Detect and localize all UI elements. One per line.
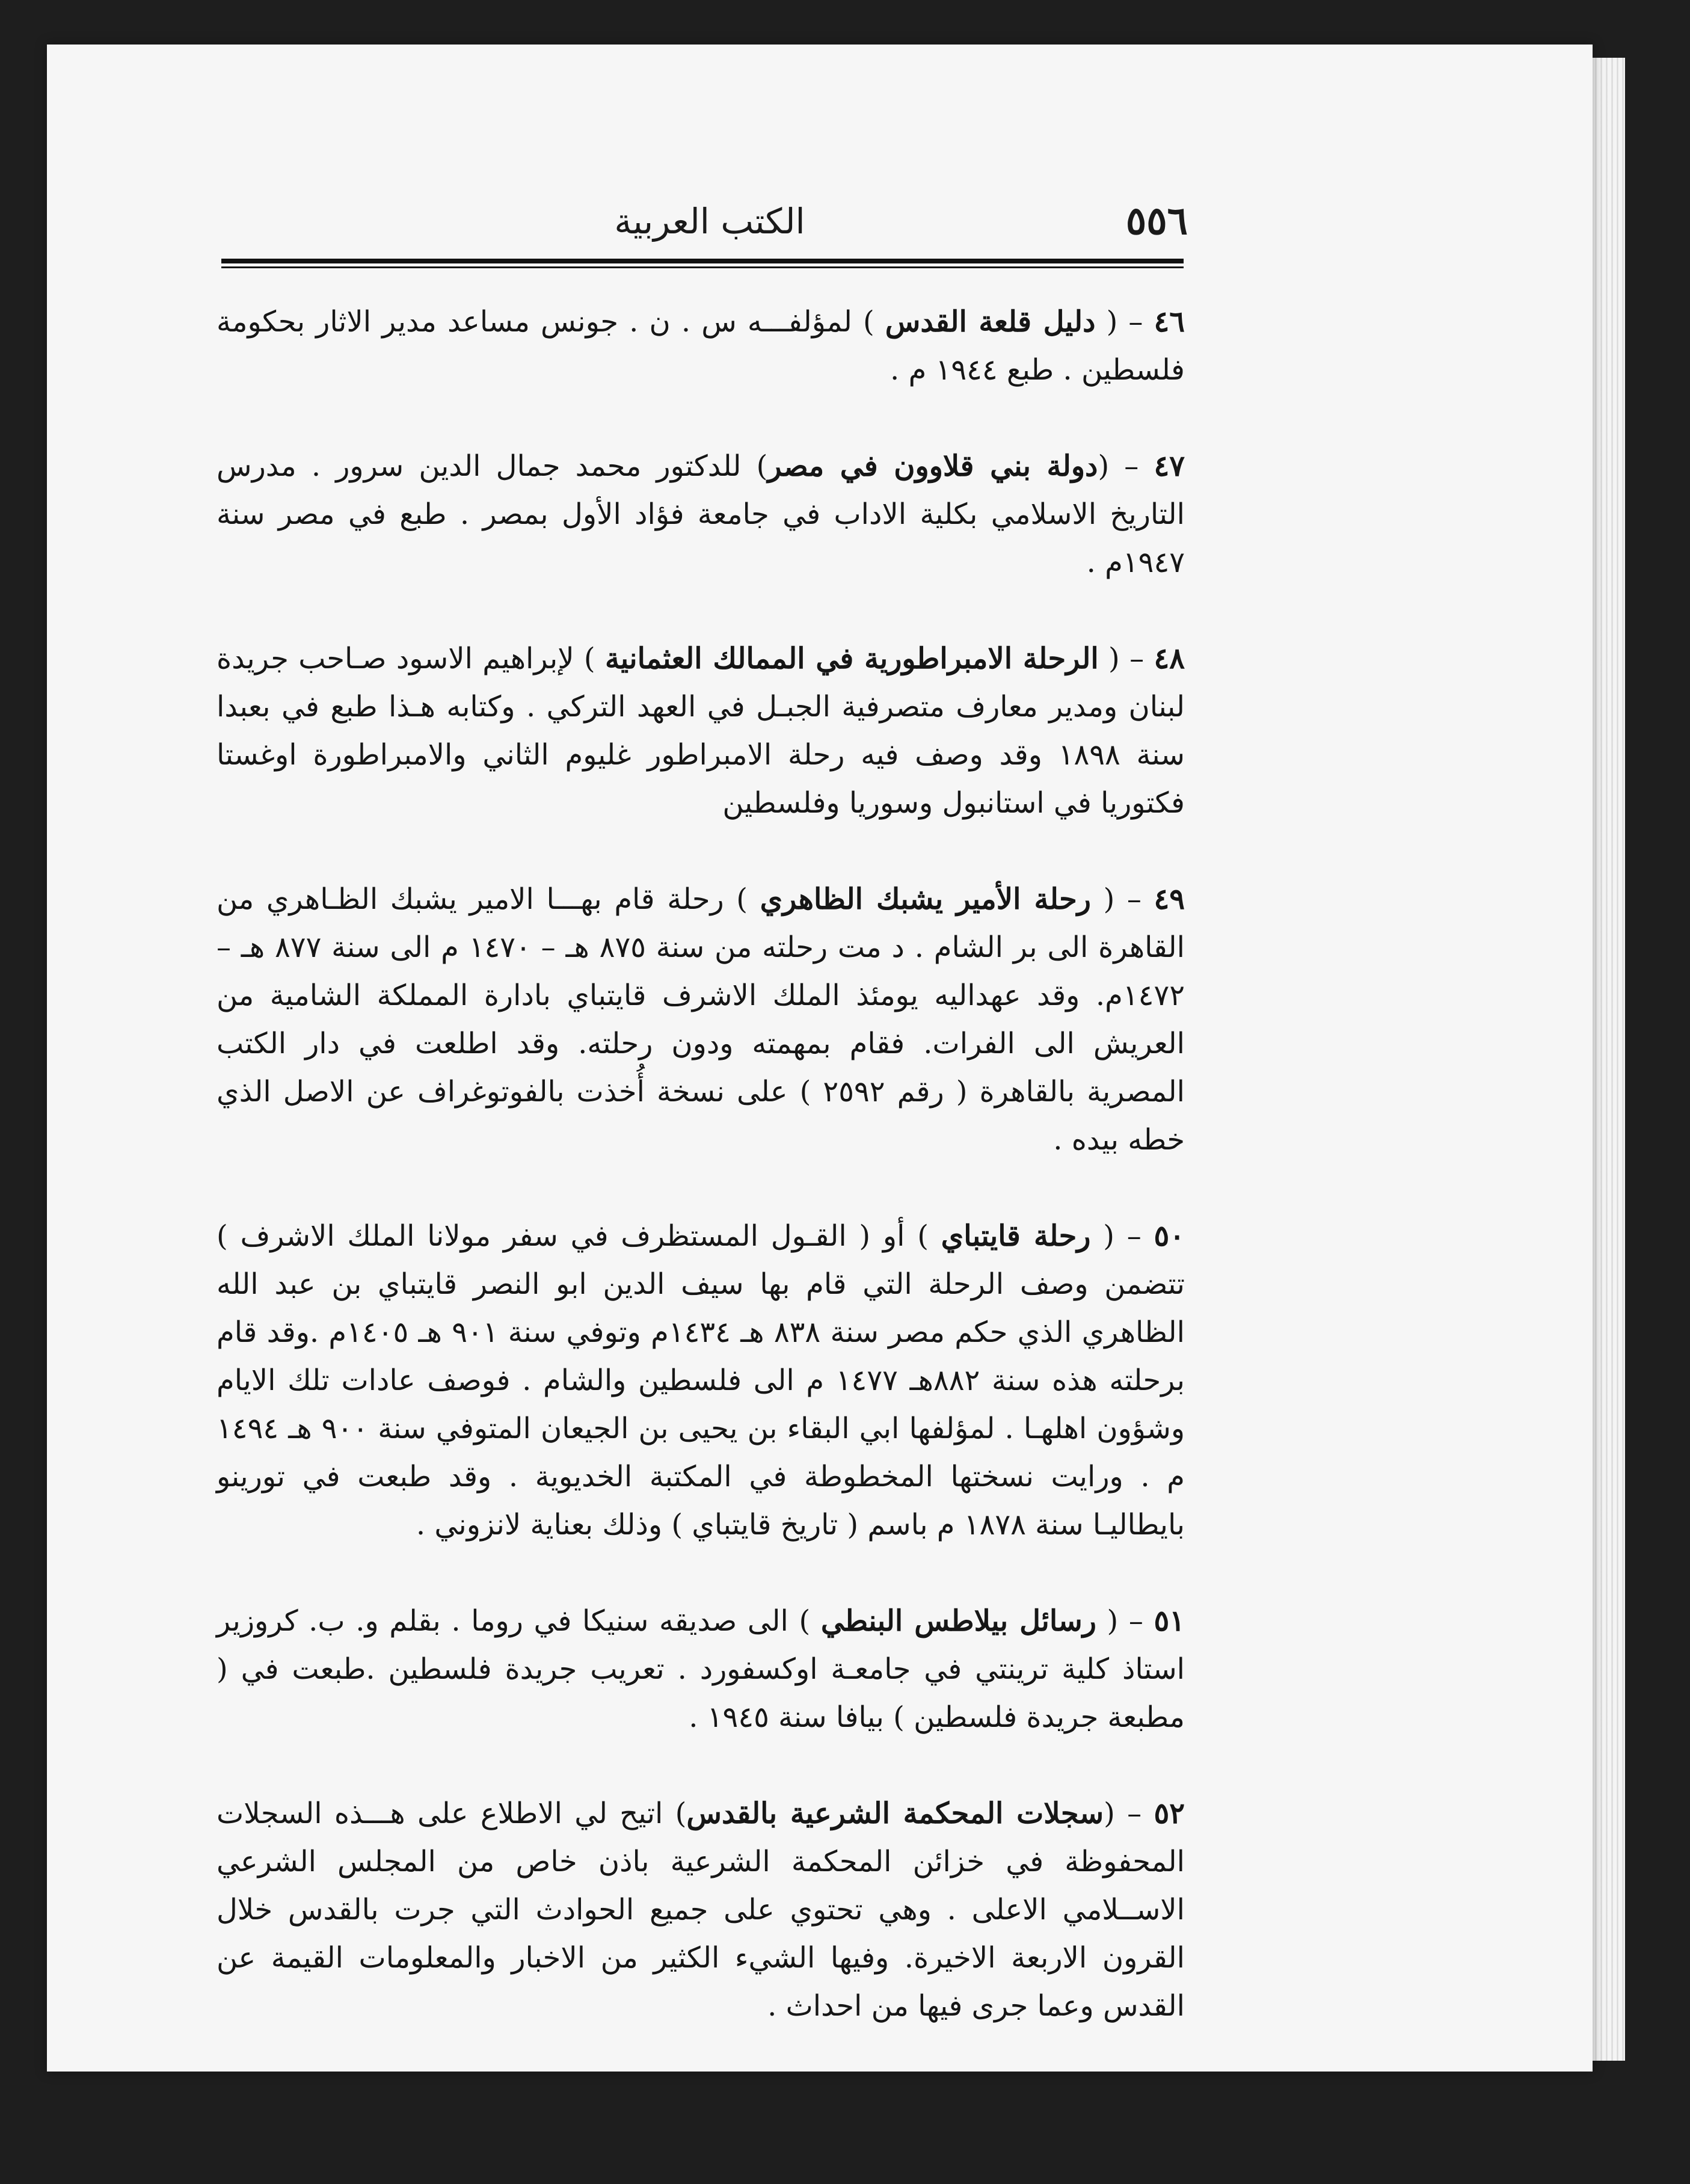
entry-dash: –	[1109, 449, 1154, 483]
entry-close-paren: )	[675, 1797, 687, 1830]
entry-title: دليل قلعة القدس	[885, 305, 1096, 339]
entry-text: لإبراهيم الاسود صـاحب جريدة لبنان ومدير معارف متصرفية الجبـل في العهد التركي . وكتابه هـذا طبع في بعبدا سنة ١٨٩٨ وقد وصف فيه رحلة الامبراطور غليوم الثاني والامبراطورة اوغستا فكتوريا في استانبول وسوريا وفلسطين	[217, 642, 1185, 820]
entry-text: رحلة قام بهـــا الامير يشبك الظـاهري من القاهرة الى بر الشام . د مت رحلته من سنة ٨٧٥ هـ – ١٤٧٠ م الى سنة ٨٧٧ هـ – ١٤٧٢م. وقد عهداليه يومئذ الملك الاشرف قايتباي بادارة المملكة الشامية من العريش الى الفرات. فقام بمهمته ودون رحلته. وقد اطلعت في دار الكتب المصرية بالقاهرة ( رقم ٢٥٩٢ ) على نسخة أُخذت بالفوتوغراف عن الاصل الذي خطه بيده .	[217, 882, 1185, 1157]
bibliography-entry-49	[217, 875, 1185, 1164]
entry-number: ٤٧	[1154, 449, 1185, 483]
entry-close-paren: )	[756, 449, 768, 483]
entry-title: سجلات المحكمة الشرعية بالقدس	[686, 1797, 1104, 1830]
entry-close-paren: )	[583, 642, 606, 675]
entry-close-paren: )	[862, 305, 885, 339]
entry-title: رحلة قايتباي	[941, 1219, 1091, 1253]
entry-dash: –	[1117, 305, 1154, 339]
entry-dash: –	[1114, 1797, 1154, 1830]
entry-dash: –	[1114, 1219, 1154, 1253]
entry-open-paren: (	[1104, 1797, 1115, 1830]
entry-open-paren: (	[1098, 449, 1110, 483]
bibliography-entry-47	[217, 442, 1185, 586]
header-rule-thick	[221, 259, 1184, 263]
entry-text: الى صديقه سنيكا في روما . بقلم و. ب. كروزير استاذ كلية ترينتي في جامعـة اوكسفورد . تعريب جريدة فلسطين .طبعت في ( مطبعة جريدة فلسطين ) بيافا سنة ١٩٤٥ .	[217, 1604, 1185, 1734]
bibliography-entry-51	[217, 1597, 1185, 1741]
entry-close-paren: )	[799, 1604, 821, 1638]
bibliography-entry-52	[217, 1789, 1185, 2030]
entry-number: ٥٢	[1154, 1797, 1185, 1830]
entry-number: ٤٦	[1154, 305, 1185, 339]
bibliography-entry-50	[217, 1212, 1185, 1549]
entry-text: لمؤلفـــه س . ن . جونس مساعد مدير الاثار بحكومة فلسطين . طبع ١٩٤٤ م .	[217, 305, 1185, 387]
entry-title: دولة بني قلاوون في مصر	[767, 449, 1098, 483]
bibliography-entry-46	[217, 298, 1185, 394]
entry-dash: –	[1114, 882, 1154, 916]
bibliography-entries	[217, 298, 1185, 2030]
entry-number: ٤٨	[1154, 642, 1185, 675]
entry-number: ٤٩	[1154, 882, 1185, 916]
entry-open-paren: (	[1098, 642, 1120, 675]
entry-title: رسائل بيلاطس البنطي	[820, 1604, 1096, 1638]
entry-open-paren: (	[1095, 305, 1118, 339]
bibliography-entry-48	[217, 635, 1185, 827]
running-head	[232, 198, 1188, 256]
book-title: الكتب العربية	[614, 201, 805, 242]
entry-dash: –	[1118, 1604, 1154, 1638]
entry-text: اتيح لي الاطلاع على هـــذه السجلات المحفوظة في خزائن المحكمة الشرعية باذن خاص من المجلس الشرعي الاســلامي الاعلى . وهي تحتوي على جميع الحوادث التي جرت بالقدس خلال القرون الاربعة الاخيرة. وفيها الشيء الكثير من الاخبار والمعلومات القيمة عن القدس وعما جرى فيها من احداث .	[217, 1797, 1185, 2023]
entry-close-paren: )	[917, 1219, 941, 1253]
entry-close-paren: )	[736, 882, 760, 916]
entry-dash: –	[1119, 642, 1154, 675]
entry-number: ٥١	[1154, 1604, 1185, 1638]
entry-title: رحلة الأمير يشبك الظاهري	[760, 882, 1091, 916]
page-number: ٥٥٦	[1125, 198, 1188, 244]
entry-text: أو ( القـول المستظرف في سفر مولانا الملك الاشرف ) تتضمن وصف الرحلة التي قام بها سيف الدين ابو النصر قايتباي بن عبد الله الظاهري الذي حكم مصر سنة ٨٣٨ هـ ١٤٣٤م وتوفي سنة ٩٠١ هـ ١٤٠٥م .وقد قام برحلته هذه سنة ٨٨٢هـ ١٤٧٧ م الى فلسطين والشام . فوصف عادات تلك الايام وشؤون اهلهـا . لمؤلفها ابي البقاء بن يحيى بن الجيعان المتوفي سنة ٩٠٠ هـ ١٤٩٤ م . ورايت نسختها المخطوطة في المكتبة الخديوية . وقد طبعت في تورينو بايطاليـا سنة ١٨٧٨ م باسم ( تاريخ قايتباي ) وذلك بعناية لانزوني .	[217, 1219, 1185, 1542]
entry-open-paren: (	[1090, 1219, 1114, 1253]
header-rule-thin	[221, 266, 1184, 268]
entry-number: ٥٠	[1154, 1219, 1185, 1253]
entry-open-paren: (	[1090, 882, 1115, 916]
entry-open-paren: (	[1096, 1604, 1119, 1638]
entry-title: الرحلة الامبراطورية في الممالك العثمانية	[605, 642, 1099, 675]
entry-text: للدكتور محمد جمال الدين سرور . مدرس التاريخ الاسلامي بكلية الاداب في جامعة فؤاد الأول بمصر . طبع في مصر سنة ١٩٤٧م .	[217, 449, 1185, 579]
